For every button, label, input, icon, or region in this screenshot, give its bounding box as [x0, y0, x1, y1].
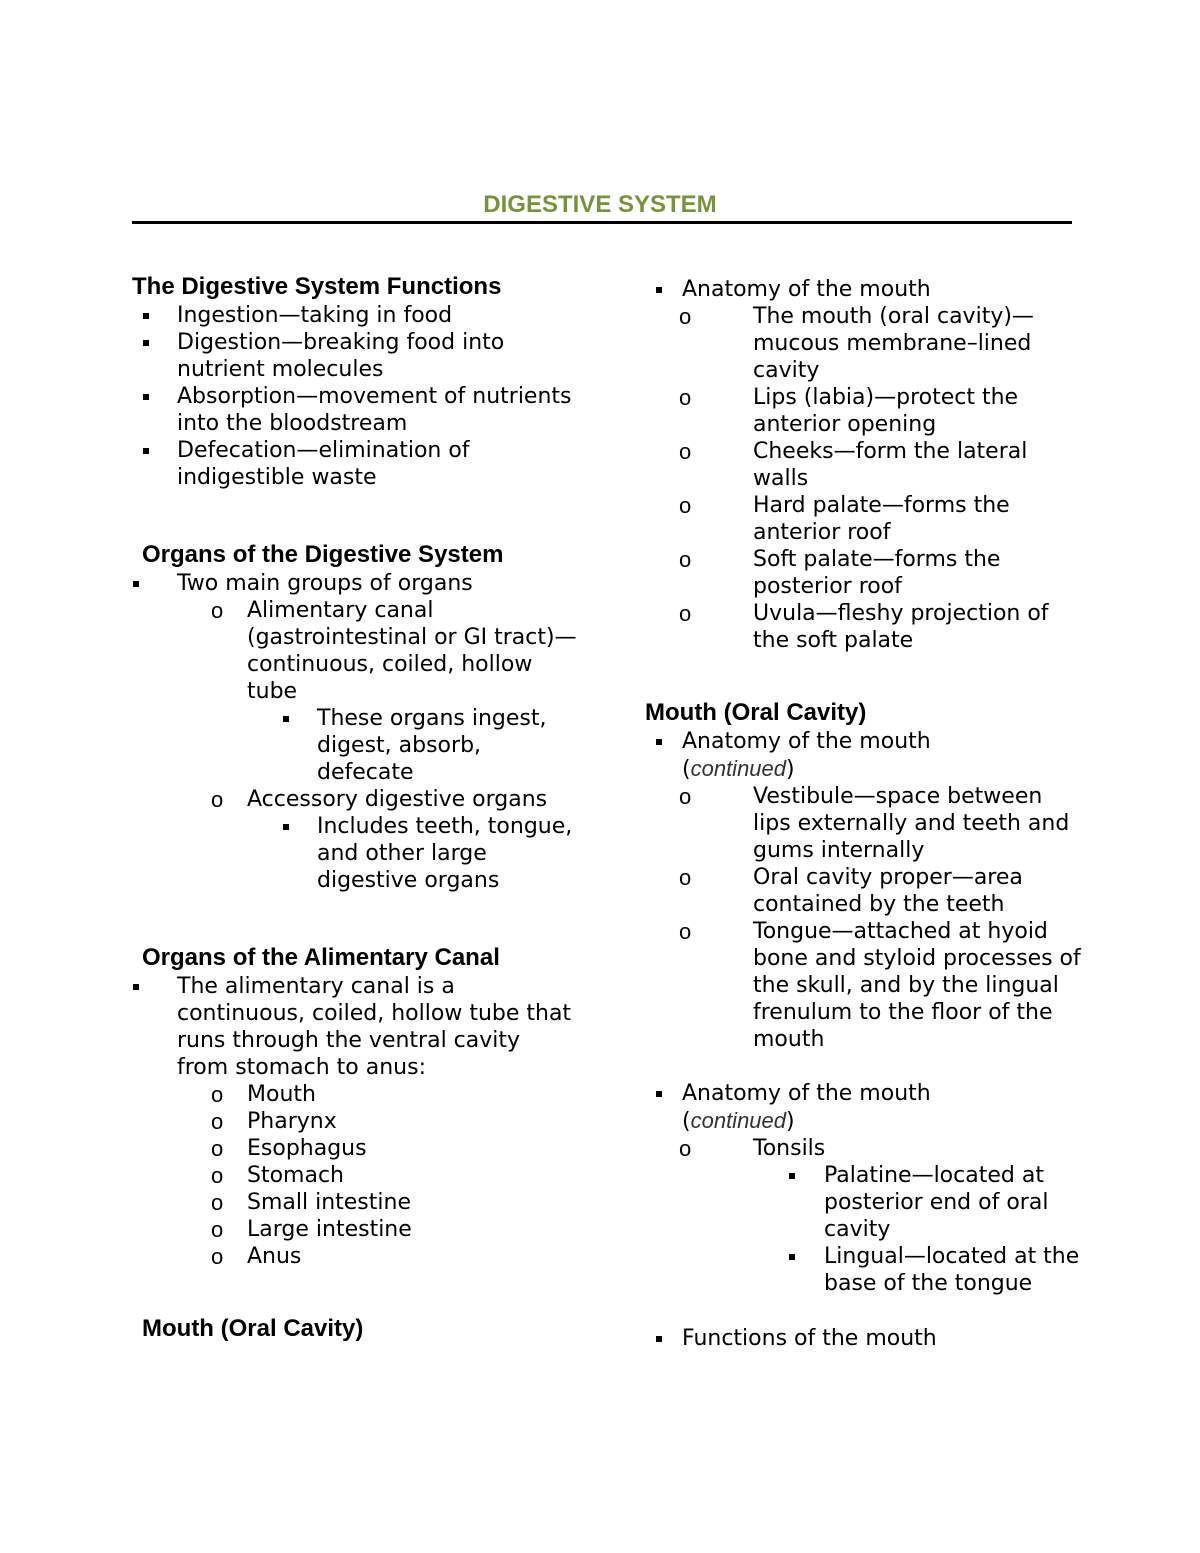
left-column — [132, 272, 577, 1344]
list-item — [177, 597, 577, 786]
list-item: Anatomy of the mouth (continued) o Vestibule—space between lips externally and teeth and gums internally o Oral cavity proper—area contained by the teeth o Tongue—attached at hyoid bone and styloid processes of the skull, and by the lingual frenulum to the floor of the mouth — [645, 728, 1085, 1053]
title-rule — [132, 221, 1072, 224]
organs-heading: Organs of the Digestive System — [142, 541, 504, 568]
mouth-heading-continued: Mouth (Oral Cavity) — [645, 699, 867, 726]
list-item: o Tongue—attached at hyoid bone and styloid processes of the skull, and by the lingual frenulum to the floor of the mouth — [645, 918, 1085, 1053]
list-item-text: Anatomy of the mouth — [682, 1081, 931, 1106]
anatomy-sublist-1 — [645, 303, 1085, 654]
list-item: o Stomach — [177, 1162, 577, 1189]
anatomy-sublist-2 — [645, 783, 1085, 1053]
list-item: o Lips (labia)—protect the anterior opening — [645, 384, 1085, 438]
anatomy-list-1 — [645, 276, 1085, 654]
list-item: o Small intestine — [177, 1189, 577, 1216]
list-item: o Cheeks—form the lateral walls — [645, 438, 1085, 492]
list-item: o Oral cavity proper—area contained by the teeth — [645, 864, 1085, 918]
anatomy-list-3 — [645, 1080, 1085, 1297]
list-item — [122, 973, 577, 1270]
tonsils-sublist — [645, 1162, 1085, 1297]
anatomy-list-2 — [645, 728, 1085, 1053]
list-item: Absorption—movement of nutrients into the bloodstream — [132, 383, 577, 437]
document-title: DIGESTIVE SYSTEM — [483, 191, 717, 218]
list-item: o Soft palate—forms the posterior roof — [645, 546, 1085, 600]
canal-heading: Organs of the Alimentary Canal — [142, 944, 500, 971]
canal-list — [122, 973, 577, 1270]
mouth-heading: Mouth (Oral Cavity) — [142, 1315, 364, 1342]
list-item-text: Tonsils — [753, 1136, 826, 1161]
list-item: Palatine—located at posterior end of oral cavity — [753, 1162, 1085, 1243]
list-item: Includes teeth, tongue, and other large digestive organs — [247, 813, 577, 894]
list-item — [122, 570, 577, 894]
list-item: o Uvula—fleshy projection of the soft palate — [645, 600, 1085, 654]
alimentary-sublist — [247, 705, 577, 786]
list-item: Defecation—elimination of indigestible waste — [132, 437, 577, 491]
canal-parts-list — [122, 1081, 577, 1270]
continued-note: continued — [690, 1108, 787, 1133]
list-item-text: Alimentary canal (gastrointestinal or GI tract)—continuous, coiled, hollow tube — [247, 598, 577, 704]
list-item: o Mouth — [177, 1081, 577, 1108]
list-item: o The mouth (oral cavity)—mucous membrane–lined cavity — [645, 303, 1085, 384]
list-item: o Esophagus — [177, 1135, 577, 1162]
list-item: Functions of the mouth — [645, 1325, 1085, 1352]
list-item-text: Accessory digestive organs — [247, 787, 548, 812]
list-item: o Vestibule—space between lips externally and teeth and gums internally — [645, 783, 1085, 864]
list-item: o Hard palate—forms the anterior roof — [645, 492, 1085, 546]
list-item: Lingual—located at the base of the tongue — [753, 1243, 1085, 1297]
list-item: o Large intestine — [177, 1216, 577, 1243]
functions-mouth-list — [645, 1325, 1085, 1352]
organs-list — [122, 570, 577, 894]
list-item: These organs ingest, digest, absorb, defecate — [247, 705, 577, 786]
functions-heading: The Digestive System Functions — [132, 273, 502, 300]
list-item-text: The alimentary canal is a continuous, coiled, hollow tube that runs through the ventral cavity from stomach to anus: — [177, 974, 572, 1080]
list-item-text: Two main groups of organs — [177, 571, 473, 596]
list-item: o Pharynx — [177, 1108, 577, 1135]
functions-list — [132, 302, 577, 491]
list-item: o Anus — [177, 1243, 577, 1270]
anatomy-sublist-3 — [645, 1135, 1085, 1297]
list-item — [177, 786, 577, 894]
right-column — [645, 276, 1085, 1352]
list-item — [645, 276, 1085, 654]
accessory-sublist — [247, 813, 577, 894]
list-item: Digestion—breaking food into nutrient molecules — [132, 329, 577, 383]
list-item-text: Anatomy of the mouth — [682, 729, 931, 754]
list-item: Ingestion—taking in food — [132, 302, 577, 329]
continued-note: continued — [690, 756, 787, 781]
list-item — [645, 1135, 1085, 1297]
list-item: Anatomy of the mouth (continued) o Tonsils Palatine—located at posterior end of oral cavity Lingual—located at the base of the tongue — [645, 1080, 1085, 1297]
organs-sublist — [122, 597, 577, 894]
list-item-text: Anatomy of the mouth — [682, 277, 931, 302]
